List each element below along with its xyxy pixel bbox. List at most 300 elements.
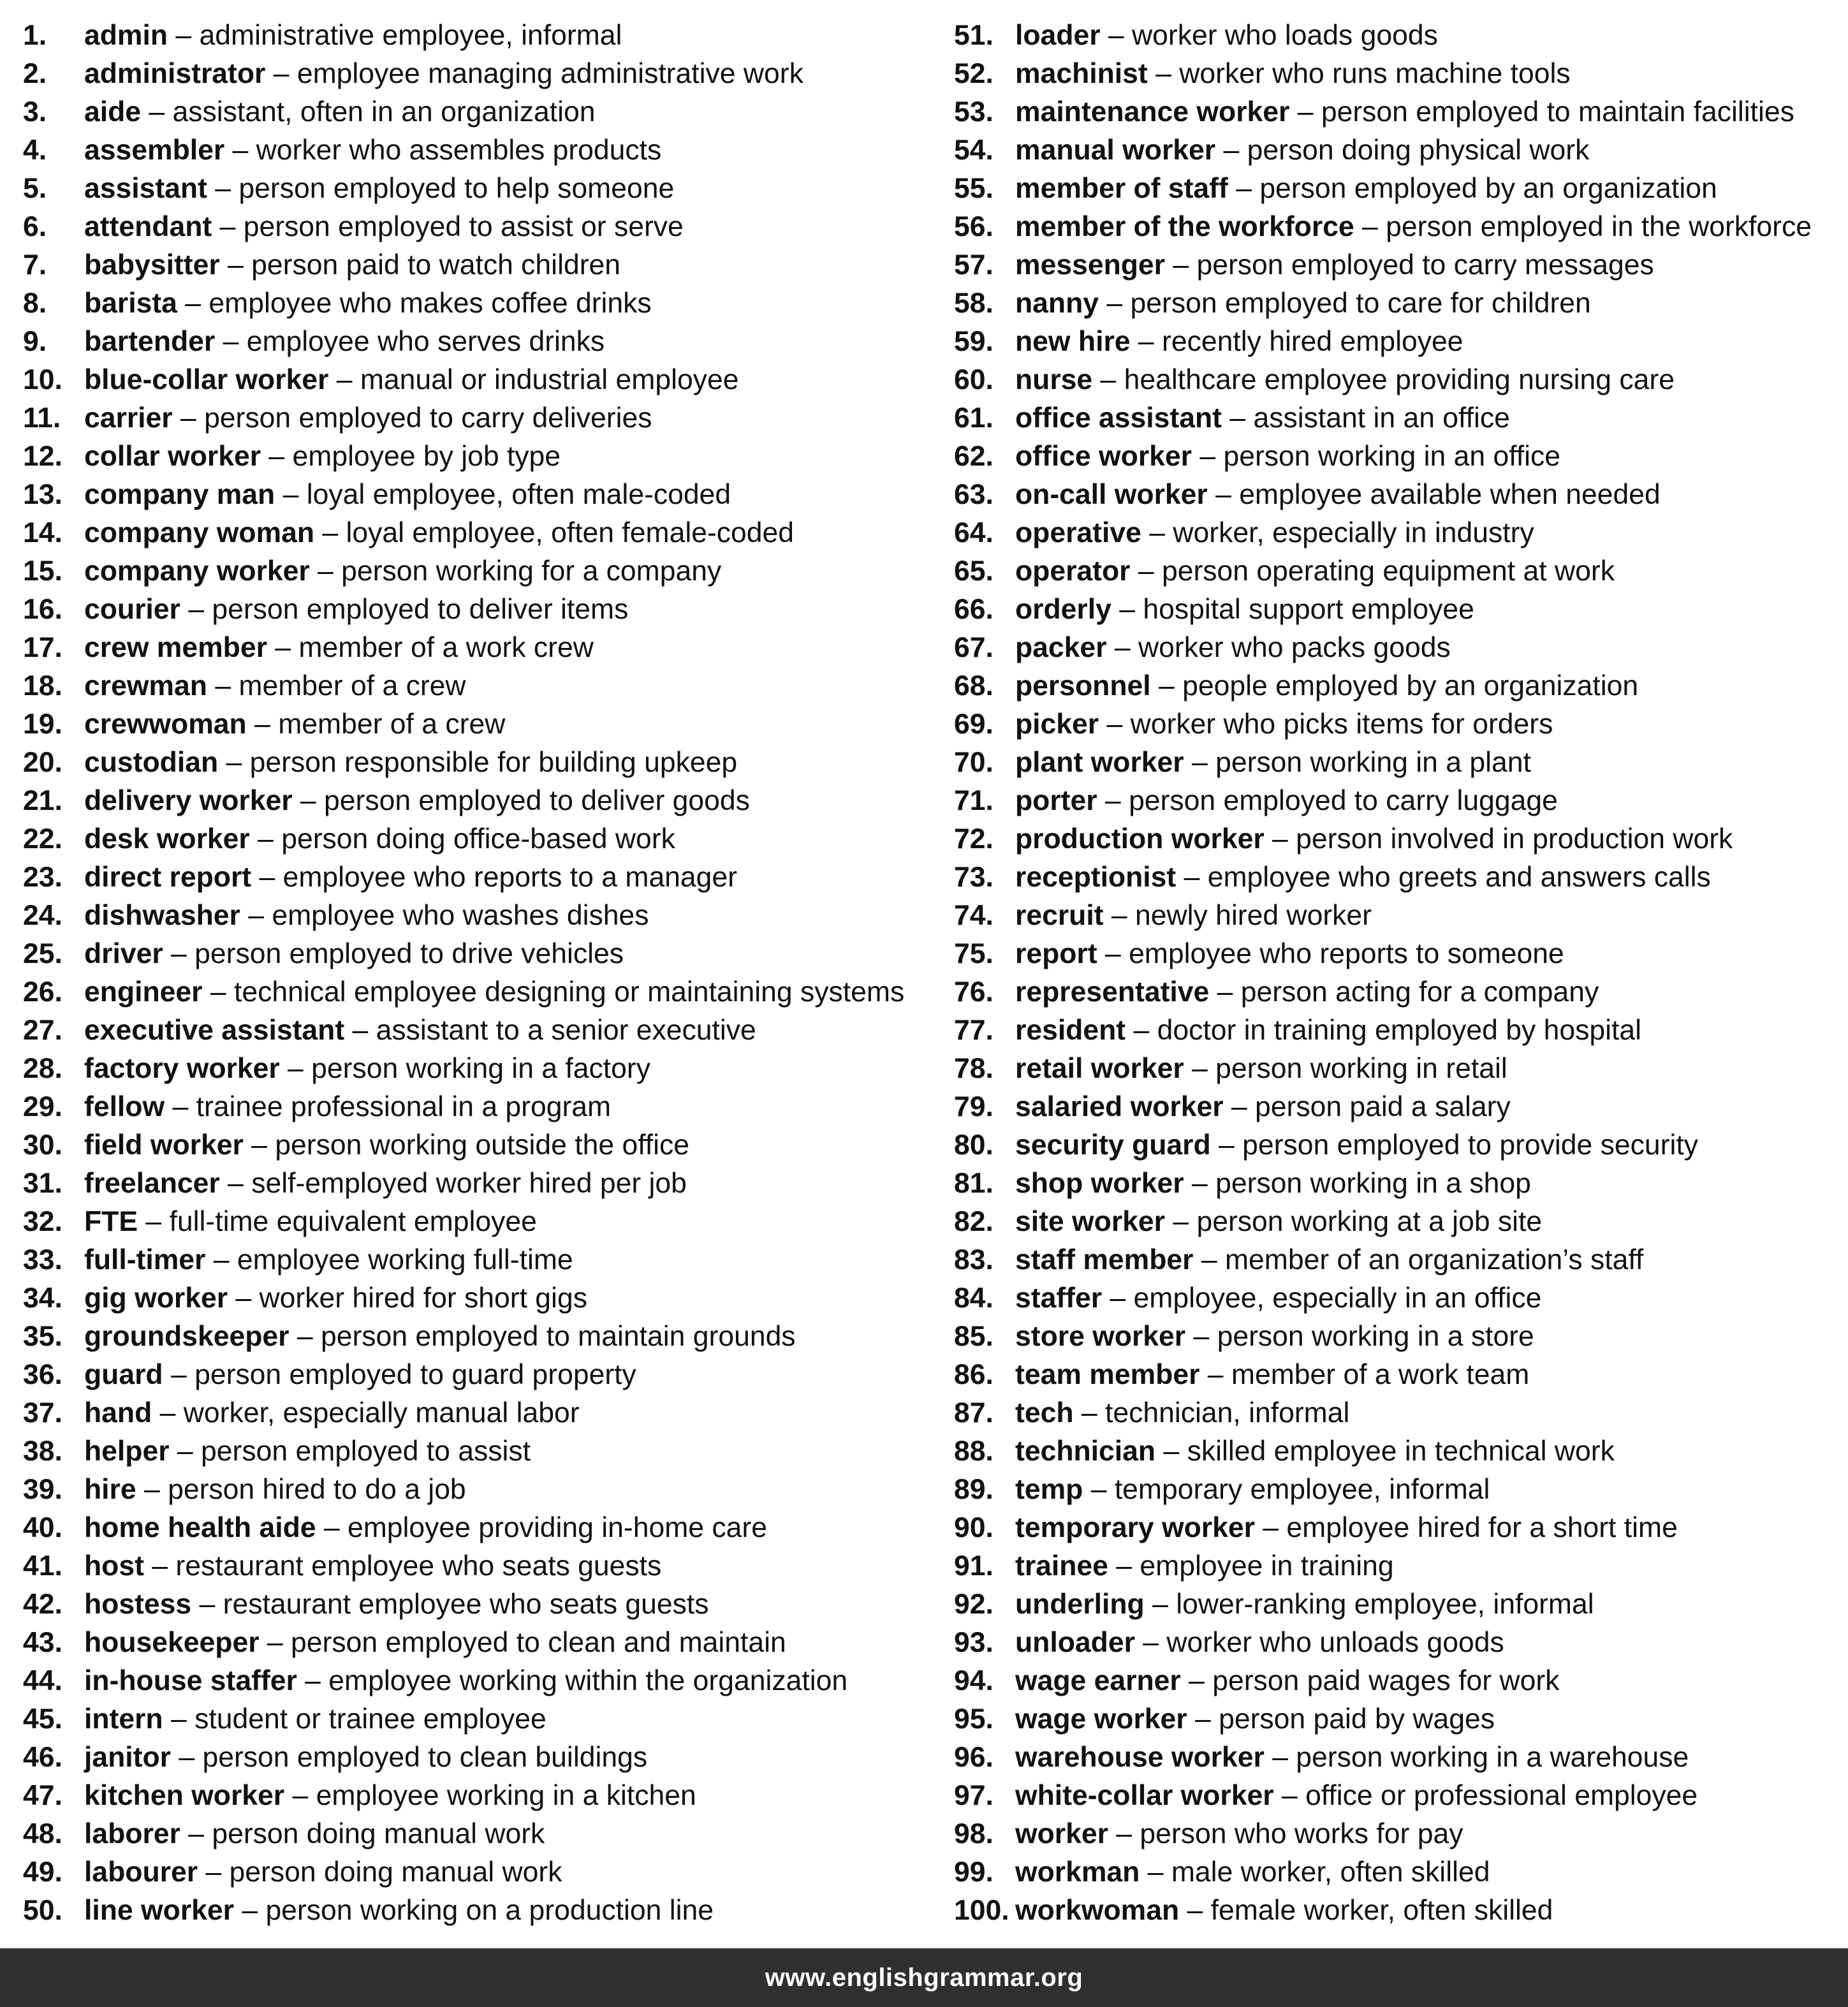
- item-definition: assistant in an office: [1253, 402, 1510, 434]
- item-term: kitchen worker: [84, 1780, 285, 1811]
- list-item: [23, 554, 941, 592]
- item-term: loader: [1015, 20, 1101, 51]
- item-definition: recently hired employee: [1162, 326, 1463, 357]
- item-number: 76.: [954, 976, 994, 1008]
- item-number: 50.: [23, 1895, 62, 1926]
- item-number: 58.: [954, 288, 994, 319]
- item-number: 3.: [23, 96, 47, 128]
- item-term: custodian: [84, 747, 219, 778]
- item-number: 94.: [954, 1665, 994, 1696]
- list-item: [954, 1816, 1847, 1855]
- list-item: [23, 362, 941, 401]
- item-term: janitor: [84, 1742, 171, 1773]
- item-term: engineer: [84, 976, 203, 1008]
- item-number: 33.: [23, 1244, 62, 1276]
- list-item: [23, 171, 941, 209]
- item-number: 75.: [954, 938, 994, 969]
- item-separator: –: [1264, 1742, 1296, 1773]
- item-term: report: [1015, 938, 1097, 969]
- item-number: 35.: [23, 1321, 62, 1352]
- list-item: [23, 1013, 941, 1051]
- list-item: [23, 1587, 941, 1625]
- item-separator: –: [163, 938, 195, 969]
- item-term: hostess: [84, 1589, 192, 1620]
- item-number: 23.: [23, 862, 62, 893]
- item-separator: –: [1150, 670, 1183, 702]
- list-item: [23, 1242, 941, 1281]
- item-definition: person working in retail: [1215, 1053, 1507, 1084]
- item-definition: employee working in a kitchen: [316, 1780, 696, 1811]
- item-number: 97.: [954, 1780, 994, 1811]
- item-definition: newly hired worker: [1134, 900, 1372, 931]
- item-number: 79.: [954, 1091, 994, 1122]
- item-term: executive assistant: [84, 1015, 345, 1046]
- item-number: 29.: [23, 1091, 62, 1122]
- item-separator: –: [249, 823, 282, 855]
- item-separator: –: [1141, 517, 1173, 548]
- item-definition: worker who loads goods: [1132, 20, 1438, 51]
- item-definition: person hired to do a job: [168, 1474, 466, 1505]
- item-separator: –: [1144, 1589, 1177, 1620]
- item-definition: worker, especially in industry: [1173, 517, 1534, 548]
- item-separator: –: [1108, 1818, 1140, 1849]
- item-definition: employee providing in-home care: [347, 1512, 767, 1543]
- item-number: 55.: [954, 173, 994, 204]
- item-term: wage earner: [1015, 1665, 1181, 1696]
- item-separator: –: [275, 479, 307, 510]
- item-number: 82.: [954, 1206, 994, 1237]
- item-separator: –: [265, 58, 297, 89]
- list-item: [954, 821, 1847, 860]
- item-number: 90.: [954, 1512, 994, 1543]
- item-definition: person employed to assist or serve: [243, 211, 684, 242]
- item-number: 36.: [23, 1359, 62, 1390]
- list-item: [23, 247, 941, 286]
- item-definition: person who works for pay: [1140, 1818, 1463, 1849]
- item-term: unloader: [1015, 1627, 1135, 1658]
- item-definition: member of a crew: [238, 670, 466, 702]
- list-item: [23, 18, 941, 56]
- list-item: [954, 1740, 1847, 1778]
- item-definition: worker who assembles products: [256, 135, 662, 166]
- item-definition: restaurant employee who seats guests: [175, 1550, 662, 1582]
- item-definition: full-time equivalent employee: [169, 1206, 537, 1237]
- list-item: [23, 1702, 941, 1740]
- list-item: [954, 324, 1847, 362]
- item-term: technician: [1015, 1436, 1156, 1467]
- item-term: crew member: [84, 632, 267, 663]
- item-separator: –: [246, 709, 279, 740]
- list-item: [954, 56, 1847, 94]
- item-definition: person employed to carry messages: [1196, 249, 1654, 281]
- item-separator: –: [1108, 1550, 1140, 1582]
- item-term: office assistant: [1015, 402, 1222, 434]
- item-separator: –: [1134, 1627, 1167, 1658]
- item-number: 2.: [23, 58, 47, 89]
- item-separator: –: [168, 20, 200, 51]
- item-definition: person working in a warehouse: [1296, 1742, 1689, 1773]
- item-definition: worker hired for short gigs: [259, 1283, 587, 1314]
- item-number: 98.: [954, 1818, 994, 1849]
- item-definition: person employed to provide security: [1242, 1129, 1698, 1161]
- item-definition: person employed to clean buildings: [202, 1742, 648, 1773]
- item-term: nanny: [1015, 288, 1099, 319]
- item-number: 10.: [23, 364, 62, 395]
- item-term: staffer: [1015, 1283, 1103, 1314]
- item-definition: person doing physical work: [1247, 135, 1590, 166]
- item-number: 49.: [23, 1856, 62, 1888]
- item-term: workwoman: [1015, 1895, 1180, 1926]
- item-term: collar worker: [84, 441, 261, 472]
- item-number: 40.: [23, 1512, 62, 1543]
- item-term: crewman: [84, 670, 207, 702]
- item-number: 1.: [23, 20, 47, 51]
- list-item: [23, 1510, 941, 1548]
- word-list-left-column: [23, 18, 941, 1931]
- item-definition: employee who makes coffee drinks: [209, 288, 652, 319]
- list-item: [23, 1204, 941, 1242]
- item-number: 24.: [23, 900, 62, 931]
- item-term: production worker: [1015, 823, 1265, 855]
- item-definition: person employed to guard property: [194, 1359, 636, 1390]
- item-definition: member of an organization’s staff: [1224, 1244, 1644, 1276]
- item-definition: employee available when needed: [1239, 479, 1661, 510]
- item-number: 68.: [954, 670, 994, 702]
- item-number: 91.: [954, 1550, 994, 1582]
- item-number: 95.: [954, 1703, 994, 1735]
- item-term: underling: [1015, 1589, 1145, 1620]
- item-number: 45.: [23, 1703, 62, 1735]
- item-number: 43.: [23, 1627, 62, 1658]
- item-term: security guard: [1015, 1129, 1211, 1161]
- item-term: site worker: [1015, 1206, 1165, 1237]
- item-term: in-house staffer: [84, 1665, 297, 1696]
- item-separator: –: [170, 1742, 203, 1773]
- list-item: [23, 209, 941, 247]
- item-number: 44.: [23, 1665, 62, 1696]
- item-definition: person employed to maintain grounds: [320, 1321, 796, 1352]
- item-definition: person employed to carry deliveries: [204, 402, 652, 434]
- item-number: 25.: [23, 938, 62, 969]
- item-number: 19.: [23, 709, 62, 740]
- item-number: 61.: [954, 402, 994, 434]
- item-term: personnel: [1015, 670, 1151, 702]
- item-term: member of the workforce: [1015, 211, 1354, 242]
- item-number: 20.: [23, 747, 62, 778]
- item-number: 64.: [954, 517, 994, 548]
- item-term: trainee: [1015, 1550, 1108, 1582]
- item-definition: person paid by wages: [1219, 1703, 1495, 1735]
- item-separator: –: [279, 1053, 312, 1084]
- item-separator: –: [1223, 1091, 1255, 1122]
- list-item: [954, 745, 1847, 783]
- item-number: 32.: [23, 1206, 62, 1237]
- list-item: [23, 1663, 941, 1702]
- item-term: courier: [84, 594, 180, 625]
- item-number: 84.: [954, 1283, 994, 1314]
- list-item: [954, 1663, 1847, 1702]
- item-separator: –: [219, 249, 252, 281]
- list-item: [23, 1281, 941, 1319]
- item-separator: –: [1184, 1053, 1216, 1084]
- item-separator: –: [1164, 1206, 1197, 1237]
- item-term: company man: [84, 479, 275, 510]
- footer-bar: [0, 1948, 1848, 2007]
- item-number: 22.: [23, 823, 62, 855]
- item-number: 15.: [23, 555, 62, 587]
- item-definition: employee managing administrative work: [297, 58, 803, 89]
- item-term: maintenance worker: [1015, 96, 1290, 128]
- item-number: 69.: [954, 709, 994, 740]
- item-definition: employee who reports to a manager: [282, 862, 738, 893]
- item-term: receptionist: [1015, 862, 1177, 893]
- item-number: 77.: [954, 1015, 994, 1046]
- item-separator: –: [1193, 1244, 1225, 1276]
- list-item: [954, 554, 1847, 592]
- list-item: [23, 515, 941, 554]
- item-definition: employee in training: [1140, 1550, 1394, 1582]
- item-number: 85.: [954, 1321, 994, 1352]
- list-item: [954, 1893, 1847, 1931]
- list-item: [954, 1548, 1847, 1587]
- item-separator: –: [191, 1589, 223, 1620]
- item-term: freelancer: [84, 1168, 220, 1199]
- item-term: bartender: [84, 326, 216, 357]
- list-item: [954, 171, 1847, 209]
- item-definition: person employed to help someone: [238, 173, 675, 204]
- list-item: [23, 1319, 941, 1357]
- item-separator: –: [316, 1512, 348, 1543]
- item-term: packer: [1015, 632, 1107, 663]
- item-number: 13.: [23, 479, 62, 510]
- list-item: [954, 209, 1847, 247]
- item-definition: skilled employee in technical work: [1187, 1436, 1615, 1467]
- list-item: [23, 821, 941, 860]
- item-number: 81.: [954, 1168, 994, 1199]
- item-definition: employee hired for a short time: [1286, 1512, 1678, 1543]
- item-definition: employee working full-time: [237, 1244, 573, 1276]
- item-definition: worker who picks items for orders: [1130, 709, 1553, 740]
- item-definition: person doing office-based work: [281, 823, 675, 855]
- item-separator: –: [1130, 326, 1162, 357]
- item-number: 11.: [23, 402, 61, 434]
- item-definition: person employed to assist: [201, 1436, 531, 1467]
- item-number: 9.: [23, 326, 47, 357]
- item-definition: student or trainee employee: [194, 1703, 546, 1735]
- item-definition: person employed to carry luggage: [1129, 785, 1558, 816]
- item-definition: loyal employee, often female-coded: [346, 517, 795, 548]
- item-definition: worker who packs goods: [1138, 632, 1451, 663]
- item-definition: restaurant employee who seats guests: [223, 1589, 709, 1620]
- item-number: 96.: [954, 1742, 994, 1773]
- list-item: [954, 1013, 1847, 1051]
- list-item: [954, 286, 1847, 324]
- item-separator: –: [207, 670, 239, 702]
- item-separator: –: [267, 632, 299, 663]
- item-separator: –: [251, 862, 283, 893]
- list-item: [954, 936, 1847, 974]
- item-term: FTE: [84, 1206, 138, 1237]
- item-definition: person working in an office: [1223, 441, 1561, 472]
- list-item: [23, 1357, 941, 1395]
- item-separator: –: [141, 96, 173, 128]
- item-term: groundskeeper: [84, 1321, 290, 1352]
- item-number: 59.: [954, 326, 994, 357]
- item-number: 87.: [954, 1397, 994, 1429]
- item-definition: employee by job type: [292, 441, 561, 472]
- list-item: [954, 1778, 1847, 1816]
- item-term: laborer: [84, 1818, 180, 1849]
- list-item: [23, 668, 941, 707]
- item-number: 100.: [954, 1895, 1009, 1926]
- item-number: 4.: [23, 135, 47, 166]
- item-number: 17.: [23, 632, 62, 663]
- item-definition: hospital support employee: [1143, 594, 1474, 625]
- item-number: 62.: [954, 441, 994, 472]
- item-definition: person working on a production line: [265, 1895, 714, 1926]
- item-separator: –: [219, 1168, 252, 1199]
- item-separator: –: [328, 364, 360, 395]
- list-item: [23, 1855, 941, 1893]
- item-separator: –: [1209, 976, 1241, 1008]
- item-term: host: [84, 1550, 144, 1582]
- item-separator: –: [1180, 1665, 1213, 1696]
- item-definition: person employed in the workforce: [1386, 211, 1812, 242]
- list-item: [23, 401, 941, 439]
- item-number: 5.: [23, 173, 47, 204]
- item-separator: –: [243, 1129, 275, 1161]
- item-definition: person employed to drive vehicles: [194, 938, 624, 969]
- list-item: [23, 1740, 941, 1778]
- item-term: warehouse worker: [1015, 1742, 1265, 1773]
- list-item: [23, 1166, 941, 1204]
- item-separator: –: [1097, 785, 1129, 816]
- item-definition: person doing manual work: [212, 1818, 545, 1849]
- item-term: temp: [1015, 1474, 1083, 1505]
- item-term: wage worker: [1015, 1703, 1187, 1735]
- item-separator: –: [177, 288, 209, 319]
- item-number: 47.: [23, 1780, 62, 1811]
- item-separator: –: [143, 1550, 176, 1582]
- item-separator: –: [163, 1703, 195, 1735]
- item-number: 93.: [954, 1627, 994, 1658]
- item-term: salaried worker: [1015, 1091, 1224, 1122]
- item-separator: –: [240, 900, 272, 931]
- item-definition: technical employee designing or maintaining systems: [233, 976, 905, 1008]
- item-term: store worker: [1015, 1321, 1186, 1352]
- item-definition: male worker, often skilled: [1171, 1856, 1490, 1888]
- item-term: worker: [1015, 1818, 1108, 1849]
- item-definition: person working outside the office: [275, 1129, 690, 1161]
- item-definition: employee who washes dishes: [272, 900, 649, 931]
- list-item: [23, 592, 941, 630]
- list-item: [23, 133, 941, 171]
- item-separator: –: [1184, 747, 1216, 778]
- item-definition: person working for a company: [341, 555, 722, 587]
- item-number: 78.: [954, 1053, 994, 1084]
- item-separator: –: [1199, 1359, 1231, 1390]
- item-term: tech: [1015, 1397, 1074, 1429]
- list-item: [954, 247, 1847, 286]
- item-number: 21.: [23, 785, 62, 816]
- list-item: [954, 1587, 1847, 1625]
- item-term: carrier: [84, 402, 173, 434]
- item-number: 51.: [954, 20, 994, 51]
- item-separator: –: [1273, 1780, 1306, 1811]
- item-term: crewwoman: [84, 709, 247, 740]
- item-number: 88.: [954, 1436, 994, 1467]
- item-term: nurse: [1015, 364, 1093, 395]
- item-number: 39.: [23, 1474, 62, 1505]
- list-item: [954, 1281, 1847, 1319]
- list-item: [954, 592, 1847, 630]
- item-number: 66.: [954, 594, 994, 625]
- item-separator: –: [1147, 58, 1180, 89]
- item-number: 73.: [954, 862, 994, 893]
- item-separator: –: [261, 441, 293, 472]
- item-definition: person paid wages for work: [1212, 1665, 1560, 1696]
- item-separator: –: [1179, 1895, 1211, 1926]
- item-definition: person involved in production work: [1296, 823, 1733, 855]
- list-item: [954, 1434, 1847, 1472]
- item-separator: –: [152, 1397, 184, 1429]
- item-term: recruit: [1015, 900, 1104, 931]
- item-number: 38.: [23, 1436, 62, 1467]
- item-separator: –: [169, 1436, 202, 1467]
- item-separator: –: [289, 1321, 321, 1352]
- list-item: [23, 94, 941, 133]
- item-separator: –: [309, 555, 342, 587]
- item-term: home health aide: [84, 1512, 316, 1543]
- item-definition: employee who greets and answers calls: [1207, 862, 1711, 893]
- item-term: orderly: [1015, 594, 1111, 625]
- item-separator: –: [1187, 1703, 1219, 1735]
- list-item: [23, 1625, 941, 1663]
- item-separator: –: [1102, 1283, 1134, 1314]
- item-definition: female worker, often skilled: [1210, 1895, 1553, 1926]
- item-definition: assistant to a senior executive: [376, 1015, 756, 1046]
- item-number: 34.: [23, 1283, 62, 1314]
- item-term: picker: [1015, 709, 1099, 740]
- item-term: barista: [84, 288, 177, 319]
- item-separator: –: [1130, 555, 1162, 587]
- item-term: retail worker: [1015, 1053, 1184, 1084]
- item-term: guard: [84, 1359, 163, 1390]
- item-term: line worker: [84, 1895, 234, 1926]
- item-term: full-timer: [84, 1244, 206, 1276]
- list-item: [23, 1128, 941, 1166]
- item-term: company woman: [84, 517, 315, 548]
- item-number: 74.: [954, 900, 994, 931]
- list-item: [954, 515, 1847, 554]
- item-definition: person employed to maintain facilities: [1321, 96, 1794, 128]
- item-definition: trainee professional in a program: [196, 1091, 612, 1122]
- list-item: [23, 1395, 941, 1434]
- item-term: shop worker: [1015, 1168, 1184, 1199]
- item-term: labourer: [84, 1856, 198, 1888]
- item-definition: person working in a factory: [311, 1053, 650, 1084]
- item-number: 30.: [23, 1129, 62, 1161]
- item-term: team member: [1015, 1359, 1200, 1390]
- item-number: 67.: [954, 632, 994, 663]
- list-item: [23, 1472, 941, 1510]
- item-separator: –: [1176, 862, 1208, 893]
- list-item: [23, 707, 941, 745]
- item-term: member of staff: [1015, 173, 1228, 204]
- item-separator: –: [1184, 1168, 1216, 1199]
- item-term: delivery worker: [84, 785, 293, 816]
- item-number: 72.: [954, 823, 994, 855]
